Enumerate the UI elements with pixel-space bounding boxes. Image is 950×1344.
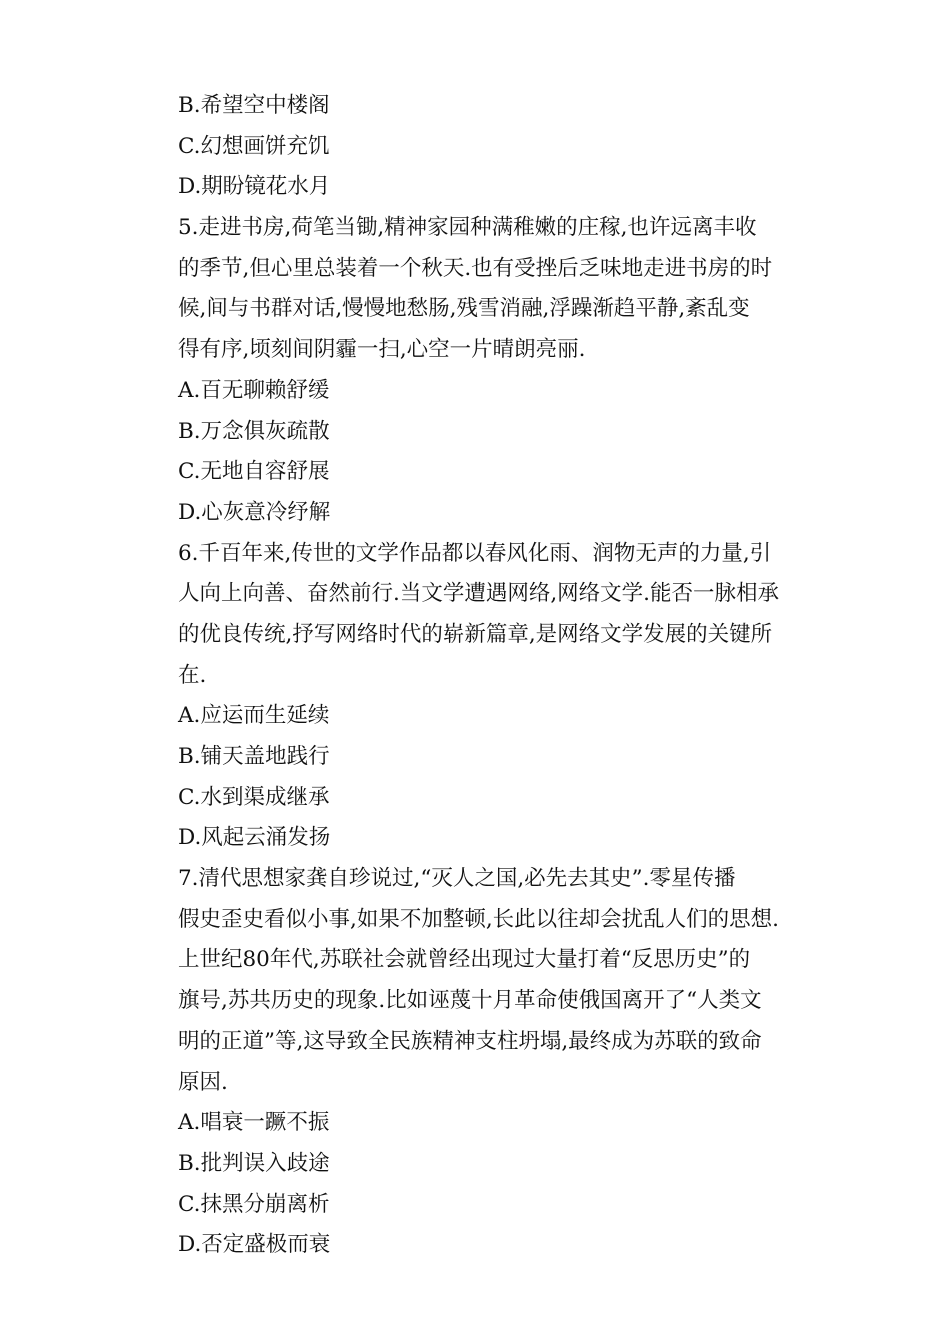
q5-stem-line-4: 得有序,顷刻间阴霾一扫,心空一片晴朗亮丽.	[178, 337, 586, 363]
q7-option-c: C.抹黑分崩离析	[178, 1191, 330, 1217]
q4-option-b: B.希望空中楼阁	[178, 93, 330, 118]
document-page	[178, 86, 818, 1266]
q5-option-c: C.无地自容舒展	[178, 459, 330, 485]
q6-stem-line-1: 6.千百年来,传世的文学作品都以春风化雨、润物无声的力量,引	[178, 540, 772, 566]
q6-option-d: D.风起云涌发扬	[178, 825, 331, 851]
q6-option-a: A.应运而生延续	[178, 703, 330, 729]
q4-option-c: C.幻想画饼充饥	[178, 133, 330, 159]
q7-option-d: D.否定盛极而衰	[178, 1232, 331, 1258]
q7-stem-line-2: 假史歪史看似小事,如果不加整顿,长此以往却会扰乱人们的思想.	[178, 906, 780, 932]
q7-stem-line-4: 旗号,苏共历史的现象.比如诬蔑十月革命使俄国离开了“人类文	[178, 988, 762, 1014]
q4-option-d: D.期盼镜花水月	[178, 174, 331, 200]
q6-stem-line-4: 在.	[178, 662, 207, 688]
q7-option-a: A.唱衰一蹶不振	[178, 1110, 330, 1136]
q6-option-c: C.水到渠成继承	[178, 784, 330, 810]
q5-option-d: D.心灰意冷纾解	[178, 499, 331, 525]
q5-option-b: B.万念俱灰疏散	[178, 418, 330, 444]
q7-stem-line-5: 明的正道”等,这导致全民族精神支柱坍塌,最终成为苏联的致命	[178, 1028, 762, 1054]
q5-stem-line-2: 的季节,但心里总装着一个秋天.也有受挫后乏味地走进书房的时	[178, 255, 773, 281]
q6-stem-line-2: 人向上向善、奋然前行.当文学遭遇网络,网络文学.能否一脉相承	[178, 581, 780, 607]
q7-stem-line-3: 上世纪80年代,苏联社会就曾经出现过大量打着“反思历史”的	[178, 947, 751, 973]
q5-stem-line-1: 5.走进书房,荷笔当锄,精神家园种满稚嫩的庄稼,也许远离丰收	[178, 215, 757, 241]
q7-stem-line-1: 7.清代思想家龚自珍说过,“灭人之国,必先去其史”.零星传播	[178, 866, 736, 892]
q5-option-a: A.百无聊赖舒缓	[178, 377, 330, 403]
q7-stem-line-6: 原因.	[178, 1069, 228, 1095]
q6-option-b: B.铺天盖地践行	[178, 744, 330, 769]
q6-stem-line-3: 的优良传统,抒写网络时代的崭新篇章,是网络文学发展的关键所	[178, 621, 773, 647]
q5-stem-line-3: 候,间与书群对话,慢慢地愁肠,残雪消融,浮躁渐趋平静,紊乱变	[178, 296, 750, 322]
q7-option-b: B.批判误入歧途	[178, 1150, 330, 1176]
